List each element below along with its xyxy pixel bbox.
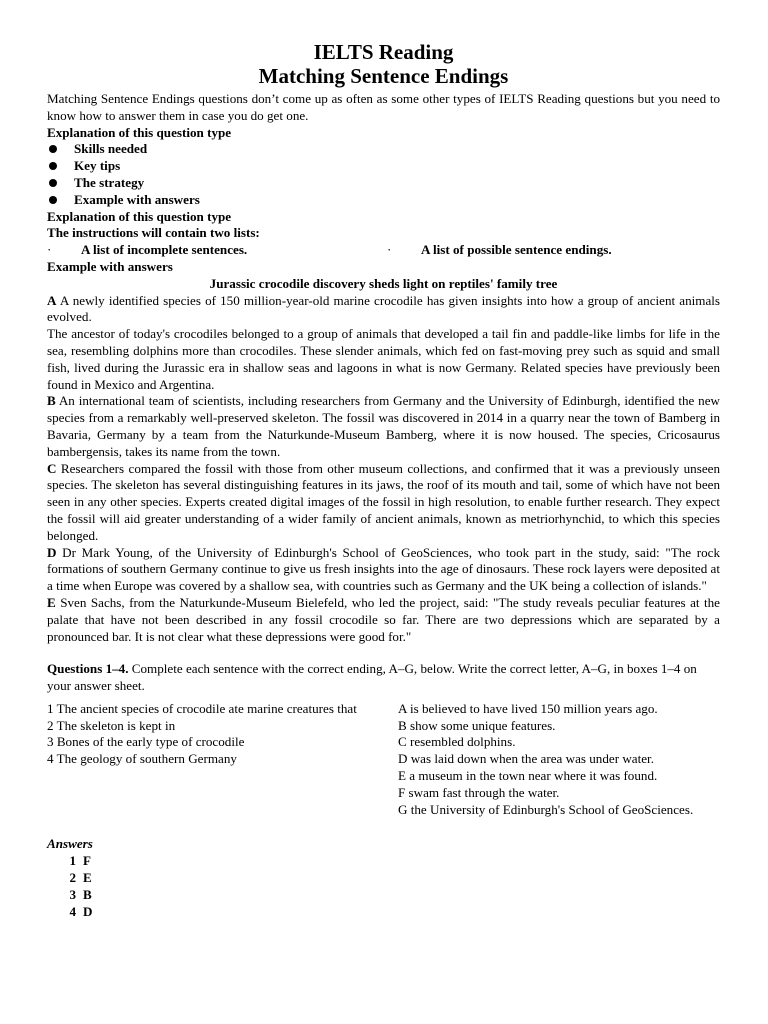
article-paragraph-e: E Sven Sachs, from the Naturkunde-Museum Bielefeld, who led the project, said: "The study reveals peculiar features at the palate that have not been described in any fossil crocodile so far. There are two depressions which are separated by a pronounced bar. It is not clear what these depressions were good for." xyxy=(47,594,720,644)
ending-item: G the University of Edinburgh's School of GeoSciences. xyxy=(398,801,694,817)
bullet-icon xyxy=(49,179,57,187)
bullet-icon xyxy=(49,196,57,204)
answer-item: 3 B xyxy=(69,886,92,902)
bullet-icon xyxy=(49,145,57,153)
ending-item: C resembled dolphins. xyxy=(398,734,516,750)
article-paragraph: The ancestor of today's crocodiles belonged to a group of animals that developed a tail fin and paddle-like limbs for life in the sea, resembling dolphins more than crocodiles. These slender animals, which fed on fast-moving prey such as squid and small fish, lived during the Jurassic era in shallow seas and lagoons in what is now Germany. Related species have previously been found in Mexico and Argentina. xyxy=(47,326,720,392)
stem-item: 3 Bones of the early type of crocodile xyxy=(47,734,245,750)
toc-heading: Explanation of this question type xyxy=(47,124,232,140)
answer-item: 1 F xyxy=(69,853,91,869)
question-columns xyxy=(47,701,720,819)
article-paragraph-c: C Researchers compared the fossil with those from other museum collections, and confirmed that it was a previously unseen species. The skeleton has several distinguishing features in its jaws, the roof of its mouth and tail, some of which have not been seen in any other species. Experts created digital images of the fossil in high resolution, to enable further research. They expect the fossil will aid greater understanding of a wider family of ancient animals, known as metriorhynchid, to which this species belonged. xyxy=(47,460,720,543)
ending-item: A is believed to have lived 150 million years ago. xyxy=(398,700,658,716)
article-paragraph-d: D Dr Mark Young, of the University of Edinburgh's School of GeoSciences, who took part in the study, said: "The rock formations of southern Germany continue to give us fresh insights into the age of dinosaurs. These rock layers were deposited at a time when Europe was covered by a shallow sea, with countries such as Germany and the UK being a collection of islands." xyxy=(47,544,720,594)
list-a: · A list of incomplete sentences. xyxy=(47,242,248,258)
toc-item: Key tips xyxy=(47,158,720,175)
stem-item: 2 The skeleton is kept in xyxy=(47,717,176,733)
list-b: · A list of possible sentence endings. xyxy=(387,242,612,258)
example-heading: Example with answers xyxy=(47,258,173,274)
toc-item: Skills needed xyxy=(47,141,720,158)
answers-heading: Answers xyxy=(47,836,93,852)
stem-item: 4 The geology of southern Germany xyxy=(47,751,237,767)
answers-list xyxy=(47,853,720,920)
article-paragraph-b: B An international team of scientists, including researchers from Germany and the University of Edinburgh, identified the new species from a remarkably well-preserved skeleton. The fossil was discovered in 2014 in a quarry near the town of Bamberg in Bavaria, Germany by a team from the Naturkunde-Museum Bamberg, where it is now housed. The species, Cricosaurus bambergensis, takes its name from the town. xyxy=(47,393,720,459)
ending-item: D was laid down when the area was under water. xyxy=(398,751,654,767)
answer-item: 4 D xyxy=(69,903,93,919)
answer-item: 2 E xyxy=(69,870,92,886)
two-lists xyxy=(47,242,720,259)
toc-item: The strategy xyxy=(47,175,720,192)
stem-item: 1 The ancient species of crocodile ate marine creatures that xyxy=(47,700,357,716)
ending-item: B show some unique features. xyxy=(398,717,556,733)
document-subtitle: Matching Sentence Endings xyxy=(258,64,509,88)
sentence-endings xyxy=(398,701,720,819)
ending-item: E a museum in the town near where it was found. xyxy=(398,768,658,784)
bullet-icon xyxy=(49,162,57,170)
sentence-stems xyxy=(47,701,398,819)
document-title: IELTS Reading xyxy=(313,40,454,64)
toc-list xyxy=(47,141,720,208)
questions-instruction: Questions 1–4. Complete each sentence with the correct ending, A–G, below. Write the correct letter, A–G, in boxes 1–4 on your answer sheet. xyxy=(47,661,697,694)
intro-paragraph: Matching Sentence Endings questions don’t come up as often as some other types of IELTS Reading questions but you need to know how to answer them in case you do get one. xyxy=(47,91,720,123)
explanation-heading: Explanation of this question type xyxy=(47,208,232,224)
article-paragraph-a: A A newly identified species of 150 million-year-old marine crocodile has given insights into how a group of ancient animals evolved. xyxy=(47,292,720,325)
ending-item: F swam fast through the water. xyxy=(398,784,560,800)
document-page xyxy=(47,40,720,920)
toc-item: Example with answers xyxy=(47,192,720,209)
instructions-text: The instructions will contain two lists: xyxy=(47,225,260,241)
article-title: Jurassic crocodile discovery sheds light on reptiles' family tree xyxy=(209,275,558,291)
